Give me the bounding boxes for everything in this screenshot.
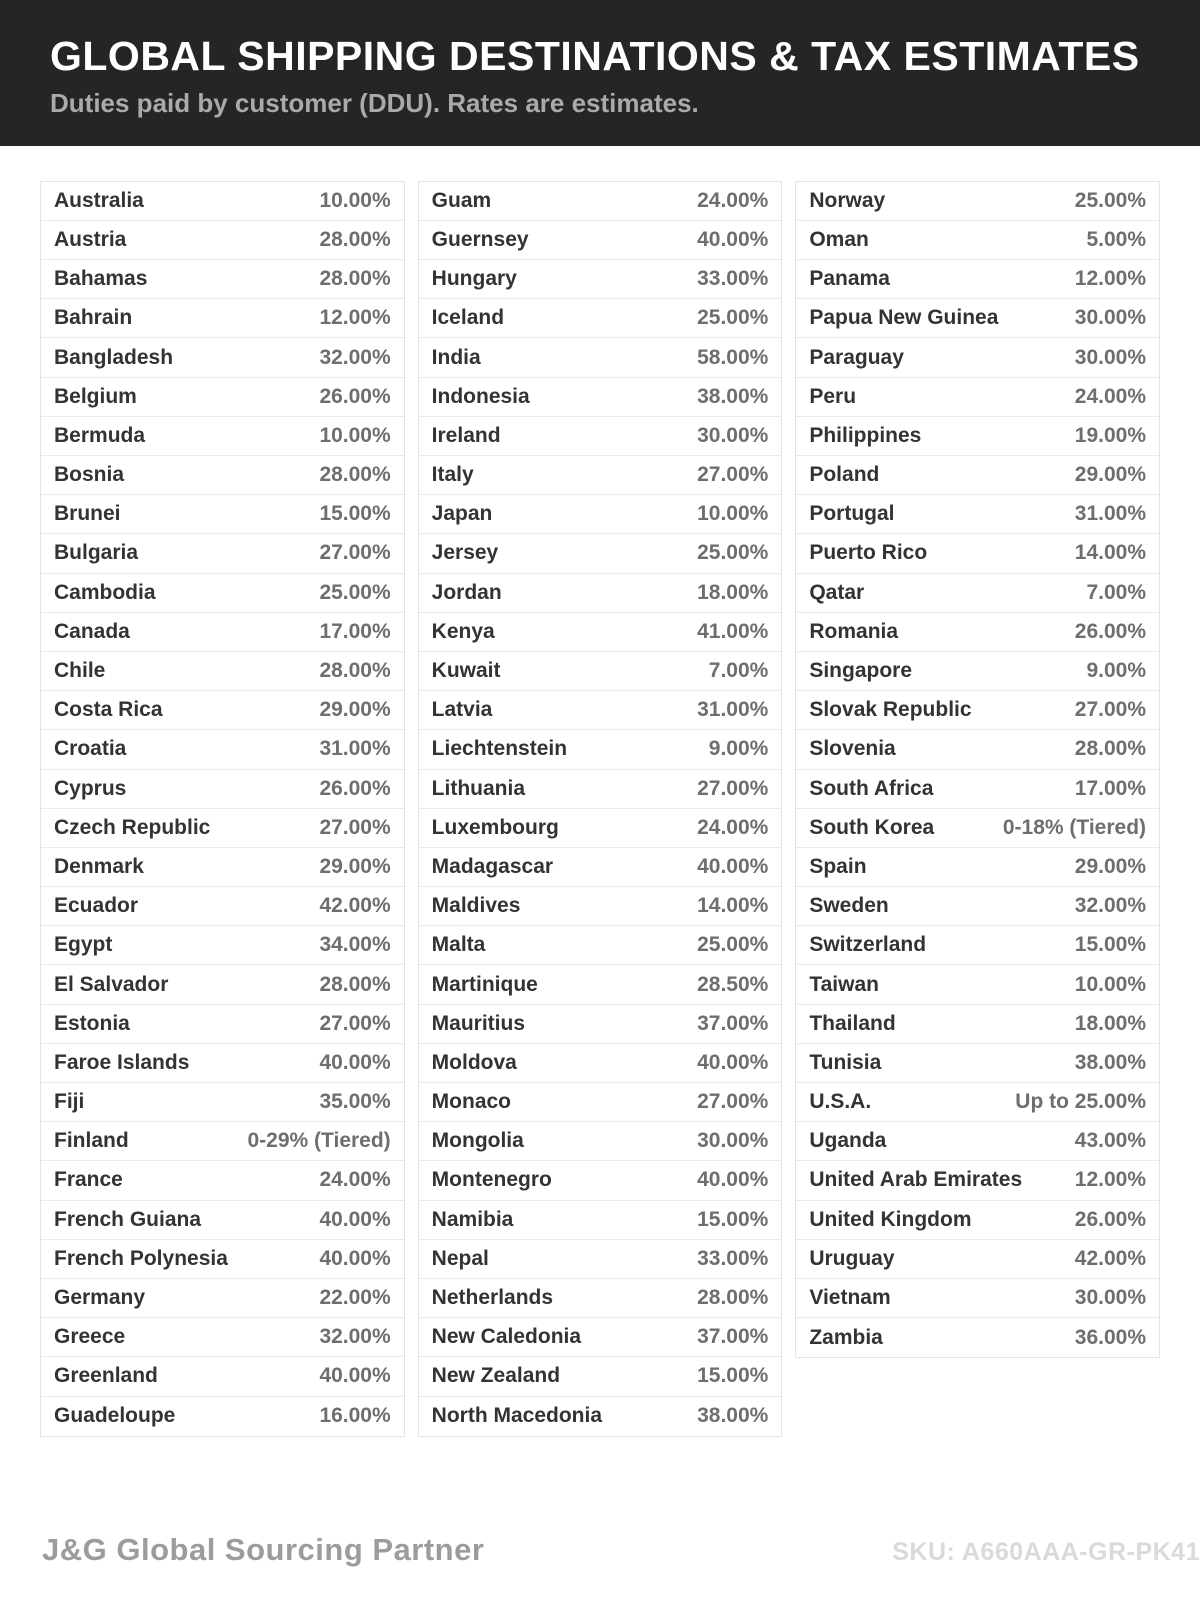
country-name: Fiji: [54, 1090, 85, 1114]
table-row: [41, 534, 404, 573]
country-name: Sweden: [809, 894, 889, 918]
country-name: Guernsey: [431, 227, 529, 251]
country-name: Mongolia: [431, 1129, 524, 1153]
table-row: [41, 1161, 404, 1200]
country-name: Kuwait: [431, 659, 501, 683]
country-name: Qatar: [809, 580, 865, 604]
table-row: [796, 809, 1159, 848]
tax-rate: 30.00%: [1074, 345, 1147, 369]
country-name: Peru: [809, 384, 857, 408]
tax-rate: 27.00%: [1074, 698, 1147, 722]
table-row: [796, 456, 1159, 495]
country-name: Slovak Republic: [809, 698, 972, 722]
table-row: [41, 417, 404, 456]
table-row: [796, 1161, 1159, 1200]
table-row: [419, 182, 782, 221]
country-name: Monaco: [431, 1090, 512, 1114]
country-name: Namibia: [431, 1207, 514, 1231]
table-row: [419, 965, 782, 1004]
tax-rate: 33.00%: [697, 267, 769, 291]
tax-rate: 38.00%: [1074, 1050, 1147, 1074]
country-name: Slovenia: [809, 737, 896, 761]
table-row: [796, 926, 1159, 965]
country-name: Lithuania: [431, 776, 526, 800]
table-row: [419, 1357, 782, 1396]
country-name: El Salvador: [54, 972, 169, 996]
country-name: Bosnia: [54, 463, 125, 487]
table-row: [41, 809, 404, 848]
table-row: [419, 1279, 782, 1318]
tax-rate: 27.00%: [319, 1011, 391, 1035]
table-row: [419, 1044, 782, 1083]
tax-rate: 27.00%: [697, 463, 769, 487]
tax-rate: 12.00%: [319, 306, 391, 330]
table-row: [796, 691, 1159, 730]
table-row: [419, 613, 782, 652]
table-row: [41, 1201, 404, 1240]
country-name: South Korea: [809, 815, 935, 839]
table-row: [796, 574, 1159, 613]
tax-rate: 27.00%: [319, 541, 391, 565]
table-row: [796, 182, 1159, 221]
rates-column-3: [795, 181, 1160, 1359]
tax-rate: 26.00%: [319, 776, 391, 800]
tax-rate: 58.00%: [697, 345, 769, 369]
country-name: Austria: [54, 227, 127, 251]
table-row: [796, 299, 1159, 338]
country-name: Bulgaria: [54, 541, 139, 565]
tax-rate: 35.00%: [319, 1090, 391, 1114]
tax-rate: 40.00%: [697, 854, 769, 878]
tax-rate: 9.00%: [1086, 659, 1147, 683]
country-name: Czech Republic: [54, 815, 211, 839]
tax-rate: 31.00%: [319, 737, 391, 761]
country-name: Romania: [809, 619, 899, 643]
tax-rate: 28.00%: [319, 267, 391, 291]
table-row: [796, 652, 1159, 691]
country-name: Jordan: [431, 580, 502, 604]
page-subtitle: Duties paid by customer (DDU). Rates are estimates.: [50, 88, 699, 119]
table-row: [41, 338, 404, 377]
country-name: United Arab Emirates: [809, 1168, 1023, 1192]
tax-rate: 7.00%: [708, 659, 769, 683]
table-row: [41, 182, 404, 221]
tax-rate: 26.00%: [1074, 1207, 1147, 1231]
tax-rate: 16.00%: [319, 1404, 391, 1428]
table-row: [419, 574, 782, 613]
tax-rate: 24.00%: [1074, 384, 1147, 408]
table-row: [796, 1083, 1159, 1122]
tax-rate: 9.00%: [708, 737, 769, 761]
table-row: [41, 495, 404, 534]
table-row: [41, 1044, 404, 1083]
tax-rate: 15.00%: [697, 1364, 769, 1388]
tax-rate: 38.00%: [697, 384, 769, 408]
table-row: [419, 495, 782, 534]
country-name: Norway: [809, 188, 886, 212]
table-row: [41, 260, 404, 299]
country-name: Kenya: [431, 619, 495, 643]
table-row: [41, 887, 404, 926]
tax-rate: 28.00%: [319, 972, 391, 996]
tax-rate: 30.00%: [1074, 1286, 1147, 1310]
header-banner: [0, 0, 1200, 146]
country-name: Ireland: [431, 423, 501, 447]
table-row: [419, 456, 782, 495]
country-name: Singapore: [809, 659, 913, 683]
tax-rate: 22.00%: [319, 1286, 391, 1310]
table-row: [796, 1122, 1159, 1161]
country-name: Spain: [809, 854, 867, 878]
country-name: Brunei: [54, 502, 121, 526]
tax-rate: 40.00%: [319, 1246, 391, 1270]
table-row: [796, 613, 1159, 652]
tax-rate: 12.00%: [1074, 267, 1147, 291]
country-name: Puerto Rico: [809, 541, 928, 565]
tax-rate: 37.00%: [697, 1011, 769, 1035]
tax-rate: 24.00%: [319, 1168, 391, 1192]
country-name: Guam: [431, 188, 492, 212]
country-name: Belgium: [54, 384, 137, 408]
country-name: Cambodia: [54, 580, 156, 604]
table-row: [419, 1318, 782, 1357]
rates-table: [40, 181, 1160, 1437]
tax-rate: 40.00%: [319, 1364, 391, 1388]
country-name: Madagascar: [431, 854, 554, 878]
country-name: Uruguay: [809, 1246, 895, 1270]
table-row: [419, 926, 782, 965]
table-row: [796, 338, 1159, 377]
table-row: [419, 730, 782, 769]
table-row: [796, 848, 1159, 887]
tax-rate: 14.00%: [697, 894, 769, 918]
country-name: Jersey: [431, 541, 499, 565]
tax-rate: 10.00%: [319, 188, 391, 212]
country-name: French Polynesia: [54, 1246, 228, 1270]
country-name: French Guiana: [54, 1207, 202, 1231]
tax-rate: 25.00%: [697, 541, 769, 565]
table-row: [41, 1357, 404, 1396]
tax-rate: 5.00%: [1086, 227, 1147, 251]
tax-rate: 7.00%: [1086, 580, 1147, 604]
tax-rate: 40.00%: [319, 1050, 391, 1074]
country-name: Bermuda: [54, 423, 146, 447]
tax-rate: 27.00%: [697, 776, 769, 800]
country-name: Malta: [431, 933, 486, 957]
tax-rate: 18.00%: [1074, 1011, 1147, 1035]
tax-rate: 28.00%: [319, 659, 391, 683]
tax-rate: 42.00%: [319, 894, 391, 918]
tax-rate: 40.00%: [697, 227, 769, 251]
country-name: Guadeloupe: [54, 1404, 176, 1428]
table-row: [796, 1279, 1159, 1318]
tax-rate: 25.00%: [697, 933, 769, 957]
country-name: Bahamas: [54, 267, 148, 291]
table-row: [796, 378, 1159, 417]
tax-rate: 34.00%: [319, 933, 391, 957]
tax-rate: Up to 25.00%: [1015, 1090, 1147, 1114]
country-name: Oman: [809, 227, 869, 251]
table-row: [41, 299, 404, 338]
country-name: Netherlands: [431, 1286, 554, 1310]
tax-rate: 40.00%: [697, 1168, 769, 1192]
country-name: Paraguay: [809, 345, 904, 369]
country-name: Canada: [54, 619, 130, 643]
tax-rate: 0-29% (Tiered): [247, 1129, 391, 1153]
table-row: [419, 1122, 782, 1161]
table-row: [796, 417, 1159, 456]
table-row: [419, 338, 782, 377]
table-row: [41, 613, 404, 652]
tax-rate: 26.00%: [319, 384, 391, 408]
tax-rate: 29.00%: [319, 698, 391, 722]
country-name: Panama: [809, 267, 890, 291]
tax-rate: 32.00%: [319, 345, 391, 369]
rates-column-1: [40, 181, 405, 1437]
table-row: [41, 770, 404, 809]
country-name: Maldives: [431, 894, 521, 918]
country-name: Uganda: [809, 1129, 887, 1153]
tax-rate: 28.00%: [1074, 737, 1147, 761]
tax-rate: 27.00%: [319, 815, 391, 839]
table-row: [419, 848, 782, 887]
tax-rate: 28.00%: [319, 463, 391, 487]
brand-name: J&G Global Sourcing Partner: [42, 1532, 485, 1567]
country-name: Denmark: [54, 854, 144, 878]
table-row: [419, 221, 782, 260]
tax-rate: 15.00%: [697, 1207, 769, 1231]
tax-rate: 43.00%: [1074, 1129, 1147, 1153]
table-row: [796, 1201, 1159, 1240]
country-name: Tunisia: [809, 1050, 882, 1074]
country-name: Switzerland: [809, 933, 927, 957]
table-row: [796, 221, 1159, 260]
table-row: [41, 1240, 404, 1279]
table-row: [419, 887, 782, 926]
table-row: [419, 1201, 782, 1240]
table-row: [419, 809, 782, 848]
country-name: Portugal: [809, 502, 895, 526]
country-name: Bangladesh: [54, 345, 174, 369]
tax-rate: 38.00%: [697, 1404, 769, 1428]
tax-rate: 17.00%: [319, 619, 391, 643]
table-row: [41, 1279, 404, 1318]
tax-rate: 25.00%: [319, 580, 391, 604]
country-name: Nepal: [431, 1246, 489, 1270]
country-name: Montenegro: [431, 1168, 552, 1192]
tax-rate: 15.00%: [319, 502, 391, 526]
table-row: [41, 652, 404, 691]
tax-rate: 40.00%: [319, 1207, 391, 1231]
tax-rate: 19.00%: [1074, 423, 1147, 447]
tax-rate: 32.00%: [1074, 894, 1147, 918]
country-name: Philippines: [809, 423, 922, 447]
country-name: Martinique: [431, 972, 538, 996]
tax-rate: 0-18% (Tiered): [1002, 815, 1147, 839]
country-name: New Zealand: [431, 1364, 561, 1388]
country-name: New Caledonia: [431, 1325, 582, 1349]
table-row: [419, 652, 782, 691]
tax-rate: 29.00%: [1074, 463, 1147, 487]
table-row: [419, 770, 782, 809]
table-row: [41, 1318, 404, 1357]
tax-rate: 28.50%: [697, 972, 769, 996]
tax-rate: 15.00%: [1074, 933, 1147, 957]
sku-label: SKU: A660AAA-GR-PK41: [892, 1538, 1200, 1566]
tax-rate: 10.00%: [697, 502, 769, 526]
country-name: Italy: [431, 463, 474, 487]
table-row: [419, 260, 782, 299]
table-row: [41, 221, 404, 260]
tax-rate: 30.00%: [697, 423, 769, 447]
tax-rate: 24.00%: [697, 188, 769, 212]
country-name: U.S.A.: [809, 1090, 872, 1114]
country-name: Faroe Islands: [54, 1050, 190, 1074]
table-row: [419, 1005, 782, 1044]
country-name: Estonia: [54, 1011, 130, 1035]
table-row: [41, 848, 404, 887]
table-row: [796, 730, 1159, 769]
tax-rate: 12.00%: [1074, 1168, 1147, 1192]
country-name: Australia: [54, 188, 144, 212]
table-row: [796, 1044, 1159, 1083]
country-name: Iceland: [431, 306, 505, 330]
table-row: [419, 378, 782, 417]
country-name: United Kingdom: [809, 1207, 972, 1231]
table-row: [41, 456, 404, 495]
table-row: [796, 770, 1159, 809]
country-name: Costa Rica: [54, 698, 163, 722]
country-name: Thailand: [809, 1011, 896, 1035]
country-name: Greece: [54, 1325, 126, 1349]
country-name: Indonesia: [431, 384, 530, 408]
table-row: [419, 1240, 782, 1279]
table-row: [419, 1083, 782, 1122]
country-name: Ecuador: [54, 894, 139, 918]
country-name: South Africa: [809, 776, 934, 800]
table-row: [796, 260, 1159, 299]
country-name: Cyprus: [54, 776, 127, 800]
country-name: Zambia: [809, 1325, 883, 1349]
table-row: [41, 965, 404, 1004]
tax-rate: 28.00%: [319, 227, 391, 251]
footer: [42, 1532, 1200, 1568]
country-name: North Macedonia: [431, 1404, 603, 1428]
table-row: [796, 965, 1159, 1004]
page-title: GLOBAL SHIPPING DESTINATIONS & TAX ESTIMATES: [50, 33, 1140, 79]
table-row: [419, 299, 782, 338]
tax-rate: 36.00%: [1074, 1325, 1147, 1349]
country-name: Papua New Guinea: [809, 306, 999, 330]
tax-rate: 14.00%: [1074, 541, 1147, 565]
tax-rate: 18.00%: [697, 580, 769, 604]
rates-column-2: [418, 181, 783, 1437]
country-name: Taiwan: [809, 972, 879, 996]
tax-rate: 29.00%: [319, 854, 391, 878]
tax-rate: 32.00%: [319, 1325, 391, 1349]
table-row: [41, 574, 404, 613]
tax-rate: 33.00%: [697, 1246, 769, 1270]
country-name: Finland: [54, 1129, 129, 1153]
tax-rate: 29.00%: [1074, 854, 1147, 878]
country-name: Germany: [54, 1286, 146, 1310]
table-row: [419, 691, 782, 730]
table-row: [41, 926, 404, 965]
tax-rate: 28.00%: [697, 1286, 769, 1310]
tax-rate: 25.00%: [697, 306, 769, 330]
table-row: [41, 1397, 404, 1436]
tax-rate: 30.00%: [697, 1129, 769, 1153]
tax-rate: 41.00%: [697, 619, 769, 643]
country-name: Moldova: [431, 1050, 517, 1074]
tax-rate: 10.00%: [319, 423, 391, 447]
country-name: Chile: [54, 659, 106, 683]
country-name: Bahrain: [54, 306, 133, 330]
tax-rate: 40.00%: [697, 1050, 769, 1074]
tax-rate: 37.00%: [697, 1325, 769, 1349]
tax-rate: 17.00%: [1074, 776, 1147, 800]
table-row: [41, 1122, 404, 1161]
table-row: [419, 534, 782, 573]
country-name: Latvia: [431, 698, 493, 722]
tax-rate: 25.00%: [1074, 188, 1147, 212]
country-name: France: [54, 1168, 123, 1192]
table-row: [41, 378, 404, 417]
table-row: [796, 495, 1159, 534]
tax-rate: 31.00%: [1074, 502, 1147, 526]
country-name: Croatia: [54, 737, 127, 761]
tax-rate: 42.00%: [1074, 1246, 1147, 1270]
table-row: [41, 1083, 404, 1122]
table-row: [796, 1318, 1159, 1357]
tax-rate: 26.00%: [1074, 619, 1147, 643]
country-name: Liechtenstein: [431, 737, 568, 761]
tax-rate: 24.00%: [697, 815, 769, 839]
table-row: [796, 887, 1159, 926]
country-name: Mauritius: [431, 1011, 526, 1035]
tax-rate: 27.00%: [697, 1090, 769, 1114]
country-name: India: [431, 345, 481, 369]
table-row: [796, 534, 1159, 573]
table-row: [419, 1397, 782, 1436]
country-name: Poland: [809, 463, 880, 487]
country-name: Egypt: [54, 933, 113, 957]
country-name: Luxembourg: [431, 815, 559, 839]
table-row: [796, 1240, 1159, 1279]
country-name: Greenland: [54, 1364, 158, 1388]
table-row: [41, 691, 404, 730]
table-row: [419, 417, 782, 456]
country-name: Vietnam: [809, 1286, 891, 1310]
tax-rate: 30.00%: [1074, 306, 1147, 330]
table-row: [41, 1005, 404, 1044]
table-row: [419, 1161, 782, 1200]
tax-rate: 10.00%: [1074, 972, 1147, 996]
country-name: Hungary: [431, 267, 517, 291]
country-name: Japan: [431, 502, 493, 526]
tax-rate: 31.00%: [697, 698, 769, 722]
table-row: [41, 730, 404, 769]
table-row: [796, 1005, 1159, 1044]
